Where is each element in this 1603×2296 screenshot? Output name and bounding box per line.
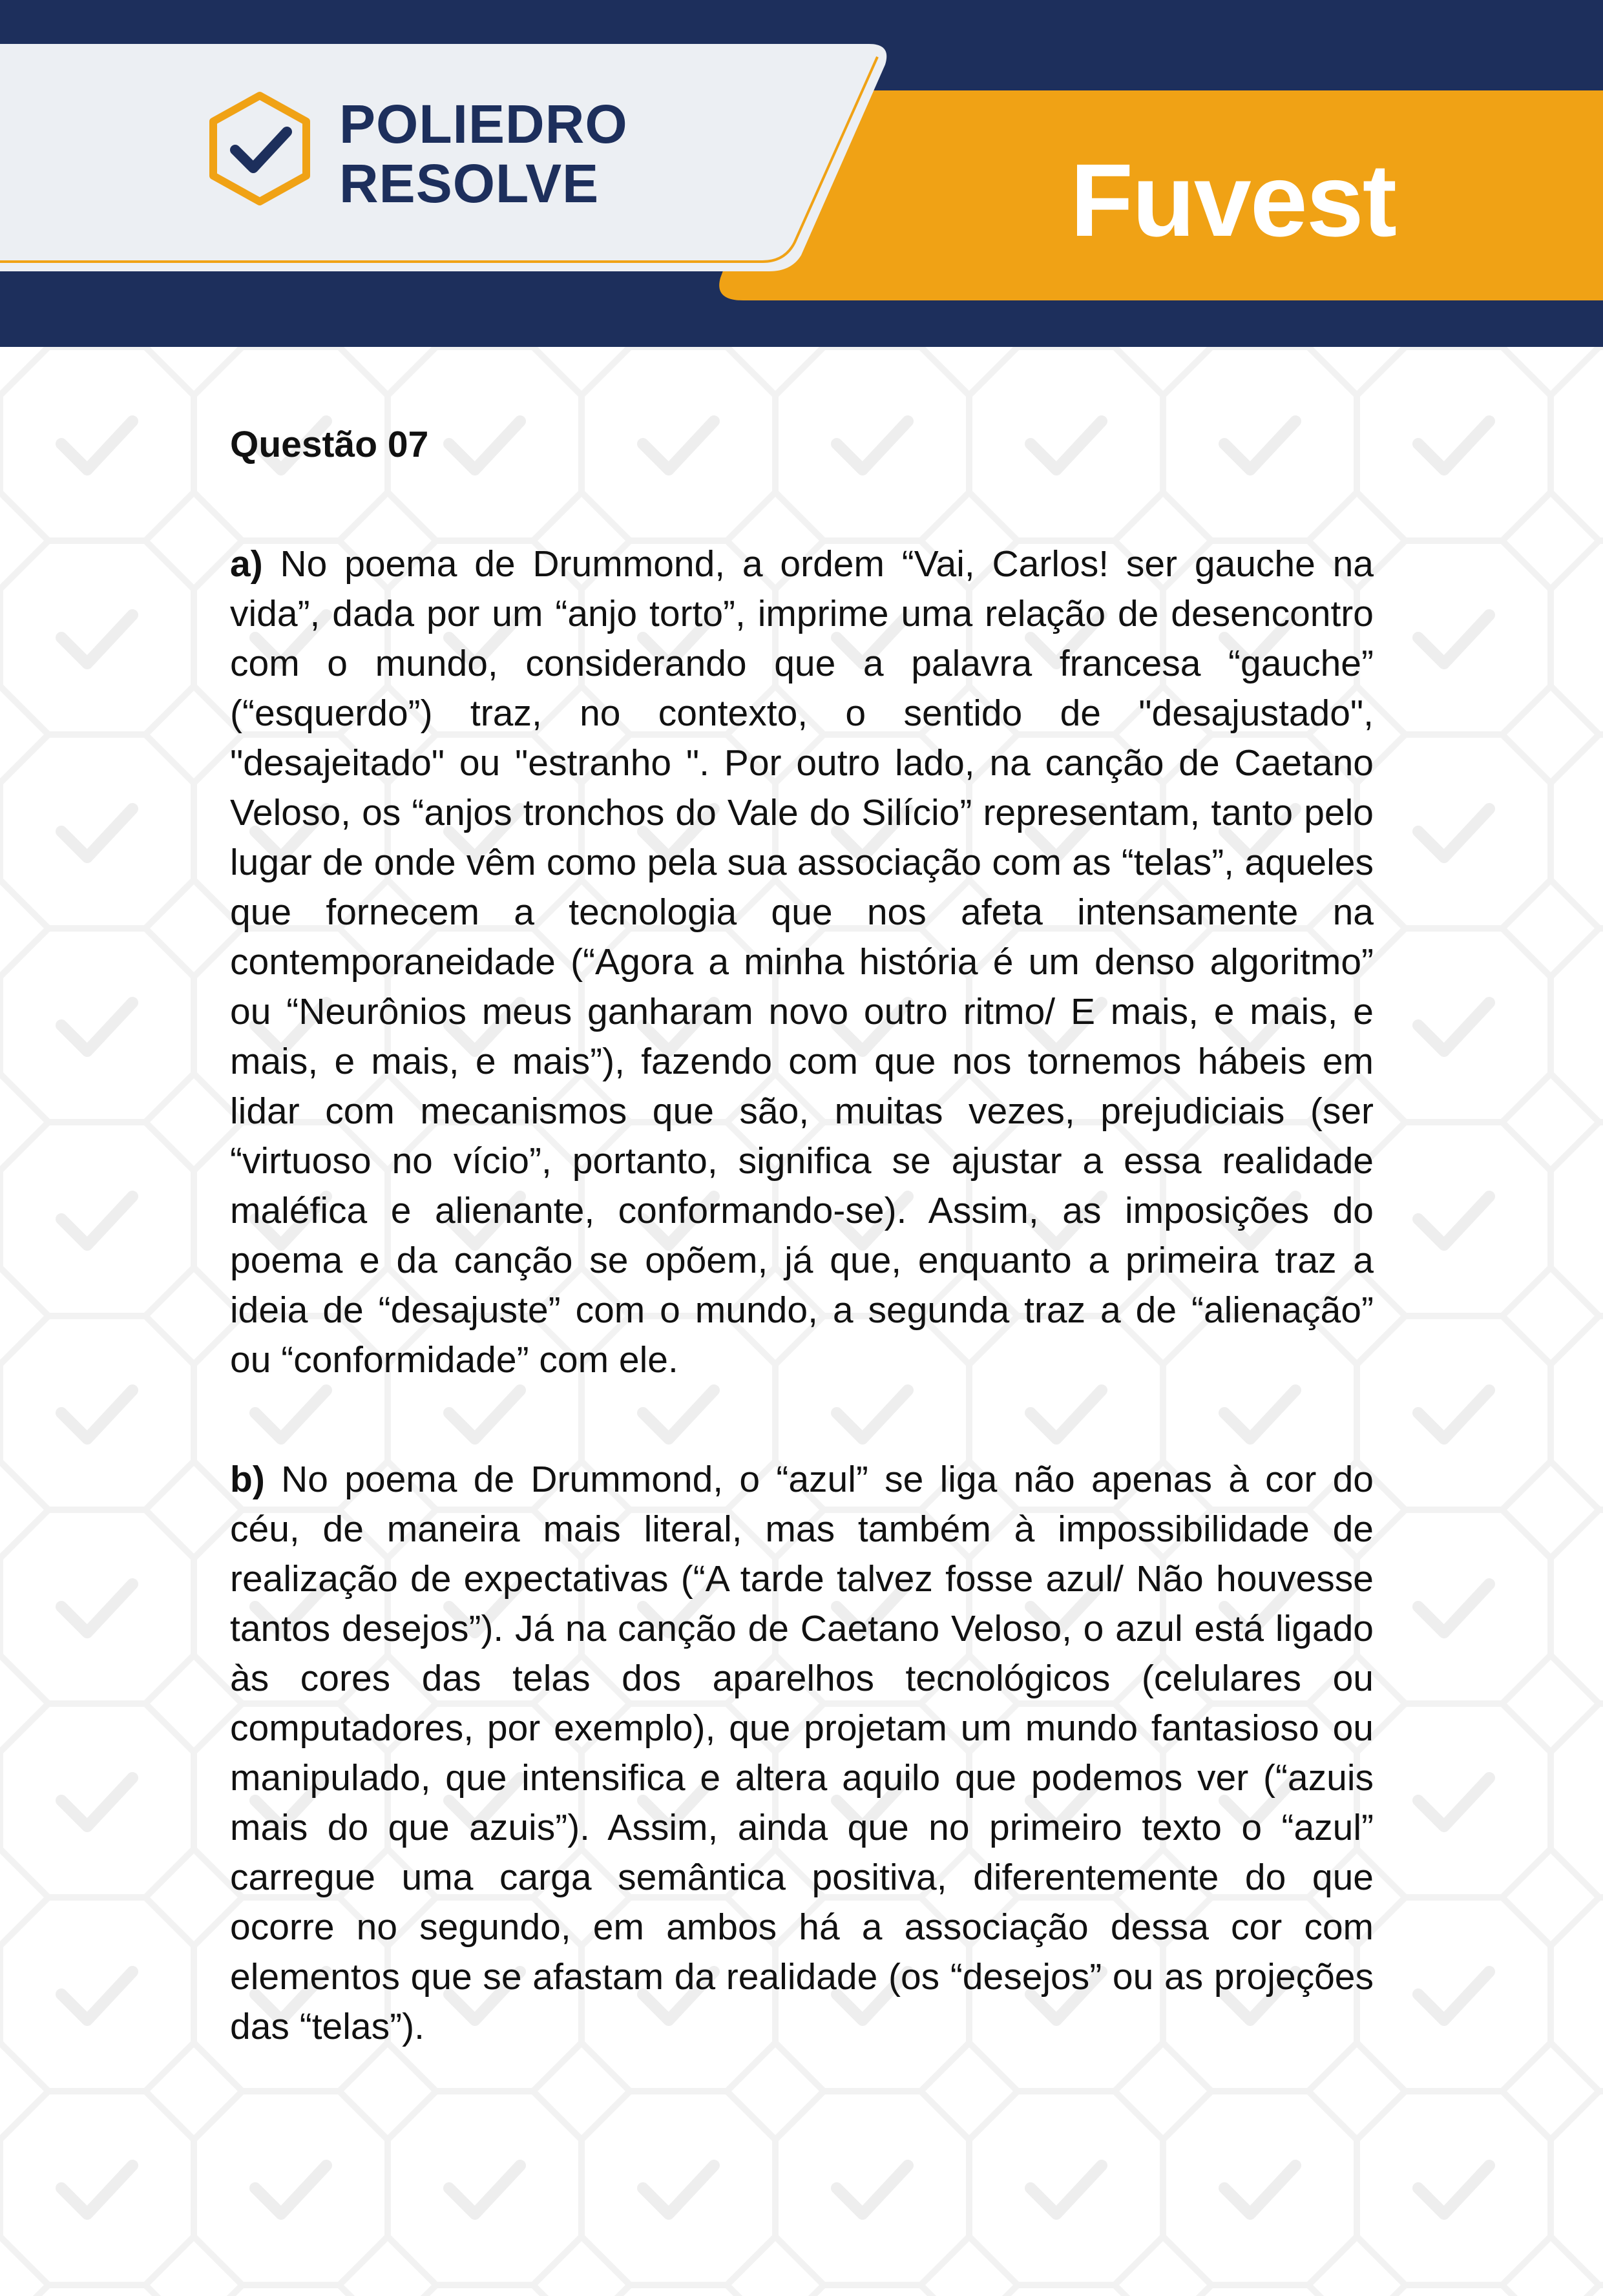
part-a-label: a) <box>230 543 263 585</box>
answer-part-b <box>230 1455 1374 2052</box>
part-a-text: No poema de Drummond, a ordem “Vai, Carlos! ser gauche na vida”, dada por um “anjo torto”, imprime uma relação de desencontro com o mundo, considerando que a palavra francesa “gauche” (“esquerdo”) traz, no contexto, o sentido de "desajustado", "desajeitado" ou "estranho ". Por outro lado, na canção de Caetano Veloso, os “anjos tronchos do Vale do Silício” representam, tanto pelo lugar de onde vêm como pela sua associação com as “telas”, aqueles que fornecem a tecnologia que nos afeta intensamente na contemporaneidade (“Agora a minha história é um denso algoritmo” ou “Neurônios meus ganharam novo outro ritmo/ E mais, e mais, e mais, e mais, e mais”), fazendo com que nos tornemos hábeis em lidar com mecanismos que são, muitas vezes, prejudiciais (ser “virtuoso no vício”, portanto, significa se ajustar a essa realidade maléfica e alienante, conformando-se). Assim, as imposições do poema e da canção se opõem, já que, enquanto a primeira traz a ideia de “desajuste” com o mundo, a segunda traz a de “alienação” ou “conformidade” com ele. <box>230 543 1374 1381</box>
part-b-label: b) <box>230 1459 265 1500</box>
brand-name <box>339 94 628 216</box>
brand-line-1: POLIEDRO <box>339 94 628 154</box>
question-title: Questão 07 <box>230 424 429 465</box>
exam-title: Fuvest <box>1070 142 1396 258</box>
page-header <box>0 0 1603 347</box>
check-hexagon-icon <box>202 90 318 207</box>
brand-line-2: RESOLVE <box>339 153 600 214</box>
answer-part-a <box>230 539 1374 1385</box>
part-b-text: No poema de Drummond, o “azul” se liga não apenas à cor do céu, de maneira mais literal, mas também à impossibilidade de realização de expectativas (“A tarde talvez fosse azul/ Não houvesse tantos desejos”). Já na canção de Caetano Veloso, o azul está ligado às cores das telas dos aparelhos tecnológicos (celulares ou computadores, por exemplo), que projetam um mundo fantasioso ou manipulado, que intensifica e altera aquilo que podemos ver (“azuis mais do que azuis”). Assim, ainda que no primeiro texto o “azul” carregue uma carga semântica positiva, diferentemente do que ocorre no segundo, em ambos há a associação dessa cor com elementos que se afastam da realidade (os “desejos” ou as projeções das “telas”). <box>230 1459 1374 2047</box>
question-content <box>230 420 1374 2122</box>
